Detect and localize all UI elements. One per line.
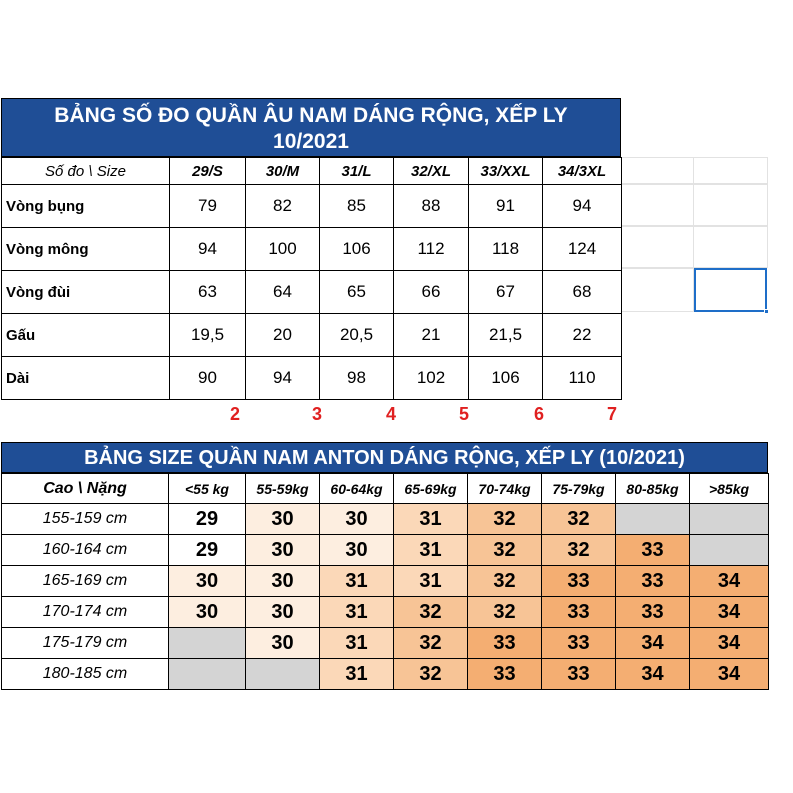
size-table <box>1 473 769 690</box>
size-cell: 32 <box>542 504 616 535</box>
measure-value: 64 <box>246 271 320 314</box>
size-cell-empty <box>169 628 246 659</box>
weight-header: 65-69kg <box>394 474 468 504</box>
measure-table-title <box>1 98 621 157</box>
size-table-title: BẢNG SIZE QUẦN NAM ANTON DÁNG RỘNG, XẾP LY (10/2021) <box>1 442 768 473</box>
weight-header: 60-64kg <box>320 474 394 504</box>
size-cell: 32 <box>468 504 542 535</box>
spreadsheet-cell[interactable] <box>621 268 694 312</box>
size-cell: 33 <box>542 659 616 690</box>
size-cell: 33 <box>616 566 690 597</box>
size-cell: 34 <box>690 659 769 690</box>
size-cell: 34 <box>690 597 769 628</box>
size-cell: 32 <box>468 535 542 566</box>
red-number: 5 <box>458 404 469 424</box>
height-label: 160-164 cm <box>2 535 169 566</box>
size-cell: 32 <box>394 659 468 690</box>
measure-value: 100 <box>246 228 320 271</box>
size-cell: 34 <box>690 566 769 597</box>
measure-value: 94 <box>543 185 622 228</box>
size-cell: 33 <box>542 597 616 628</box>
red-number: 7 <box>606 404 617 424</box>
measure-value: 98 <box>320 357 394 400</box>
size-header: 29/S <box>170 158 246 185</box>
size-header: 31/L <box>320 158 394 185</box>
fill-handle[interactable] <box>764 309 769 314</box>
height-label: 155-159 cm <box>2 504 169 535</box>
measure-value: 106 <box>320 228 394 271</box>
size-cell: 34 <box>616 659 690 690</box>
size-cell: 30 <box>320 535 394 566</box>
size-header: 34/3XL <box>543 158 622 185</box>
size-cell: 34 <box>616 628 690 659</box>
size-cell: 32 <box>394 628 468 659</box>
height-label: 165-169 cm <box>2 566 169 597</box>
measure-value: 66 <box>394 271 469 314</box>
measure-value: 110 <box>543 357 622 400</box>
measure-value: 124 <box>543 228 622 271</box>
measure-value: 22 <box>543 314 622 357</box>
size-cell-empty <box>690 535 769 566</box>
measure-value: 65 <box>320 271 394 314</box>
size-header: 32/XL <box>394 158 469 185</box>
spreadsheet-cell[interactable] <box>694 157 768 184</box>
measure-header-row <box>2 158 622 185</box>
size-cell: 33 <box>468 659 542 690</box>
measure-row-label: Dài <box>2 357 170 400</box>
size-cell: 30 <box>246 628 320 659</box>
size-row <box>2 628 769 659</box>
size-cell: 34 <box>690 628 769 659</box>
weight-header: 70-74kg <box>468 474 542 504</box>
measure-value: 112 <box>394 228 469 271</box>
size-cell: 31 <box>394 504 468 535</box>
measure-value: 68 <box>543 271 622 314</box>
size-cell: 32 <box>468 597 542 628</box>
size-cell: 30 <box>320 504 394 535</box>
measure-row-label: Vòng đùi <box>2 271 170 314</box>
measure-value: 94 <box>170 228 246 271</box>
measure-value: 20,5 <box>320 314 394 357</box>
measure-value: 20 <box>246 314 320 357</box>
measure-value: 102 <box>394 357 469 400</box>
spreadsheet-cell[interactable] <box>621 157 694 184</box>
size-cell: 29 <box>169 504 246 535</box>
height-label: 170-174 cm <box>2 597 169 628</box>
measure-value: 19,5 <box>170 314 246 357</box>
size-cell-empty <box>169 659 246 690</box>
measure-row <box>2 185 622 228</box>
size-cell: 31 <box>320 659 394 690</box>
size-cell: 30 <box>246 504 320 535</box>
measure-value: 90 <box>170 357 246 400</box>
size-cell: 30 <box>246 566 320 597</box>
size-header: 30/M <box>246 158 320 185</box>
measure-value: 67 <box>469 271 543 314</box>
size-cell: 33 <box>542 628 616 659</box>
measure-value: 94 <box>246 357 320 400</box>
size-cell: 30 <box>169 597 246 628</box>
size-cell: 31 <box>320 597 394 628</box>
measure-corner-label: Số đo \ Size <box>2 158 170 185</box>
size-cell: 31 <box>320 566 394 597</box>
size-row <box>2 566 769 597</box>
measure-row <box>2 357 622 400</box>
measure-row-label: Vòng mông <box>2 228 170 271</box>
measure-table <box>1 157 622 400</box>
size-header: 33/XXL <box>469 158 543 185</box>
size-corner-label: Cao \ Nặng <box>2 474 169 504</box>
measure-value: 82 <box>246 185 320 228</box>
spreadsheet-cell[interactable] <box>621 226 694 268</box>
weight-header: 80-85kg <box>616 474 690 504</box>
size-cell: 31 <box>394 566 468 597</box>
size-cell-empty <box>690 504 769 535</box>
measure-value: 106 <box>469 357 543 400</box>
measure-value: 91 <box>469 185 543 228</box>
size-cell: 30 <box>246 535 320 566</box>
size-cell: 30 <box>246 597 320 628</box>
spreadsheet-cell[interactable] <box>621 184 694 226</box>
red-number: 4 <box>385 404 396 424</box>
size-cell: 32 <box>468 566 542 597</box>
measure-value: 21,5 <box>469 314 543 357</box>
red-number: 6 <box>533 404 544 424</box>
size-cell: 31 <box>320 628 394 659</box>
measure-value: 63 <box>170 271 246 314</box>
measure-row <box>2 314 622 357</box>
measure-value: 79 <box>170 185 246 228</box>
size-cell: 29 <box>169 535 246 566</box>
measure-row-label: Gấu <box>2 314 170 357</box>
size-cell: 33 <box>616 597 690 628</box>
measure-value: 118 <box>469 228 543 271</box>
size-header-row <box>2 474 769 504</box>
spreadsheet-cell[interactable] <box>694 226 768 268</box>
measure-value: 21 <box>394 314 469 357</box>
measure-row <box>2 228 622 271</box>
weight-header: >85kg <box>690 474 769 504</box>
weight-header: 75-79kg <box>542 474 616 504</box>
measure-table-title-line2: 10/2021 <box>273 130 349 153</box>
measure-table-title-line1: BẢNG SỐ ĐO QUẦN ÂU NAM DÁNG RỘNG, XẾP LY <box>54 104 568 127</box>
height-label: 180-185 cm <box>2 659 169 690</box>
weight-header: 55-59kg <box>246 474 320 504</box>
size-cell: 32 <box>394 597 468 628</box>
size-cell-empty <box>616 504 690 535</box>
measure-value: 88 <box>394 185 469 228</box>
measure-row-label: Vòng bụng <box>2 185 170 228</box>
height-label: 175-179 cm <box>2 628 169 659</box>
measure-value: 85 <box>320 185 394 228</box>
size-row <box>2 659 769 690</box>
measure-row <box>2 271 622 314</box>
size-row <box>2 504 769 535</box>
red-number: 3 <box>311 404 322 424</box>
size-cell-empty <box>246 659 320 690</box>
spreadsheet-cell[interactable] <box>694 184 768 226</box>
size-cell: 30 <box>169 566 246 597</box>
size-cell: 31 <box>394 535 468 566</box>
size-cell: 32 <box>542 535 616 566</box>
red-number: 2 <box>229 404 240 424</box>
selected-cell[interactable] <box>694 268 767 312</box>
weight-header: <55 kg <box>169 474 246 504</box>
size-row <box>2 535 769 566</box>
size-cell: 33 <box>616 535 690 566</box>
size-cell: 33 <box>542 566 616 597</box>
size-row <box>2 597 769 628</box>
size-cell: 33 <box>468 628 542 659</box>
